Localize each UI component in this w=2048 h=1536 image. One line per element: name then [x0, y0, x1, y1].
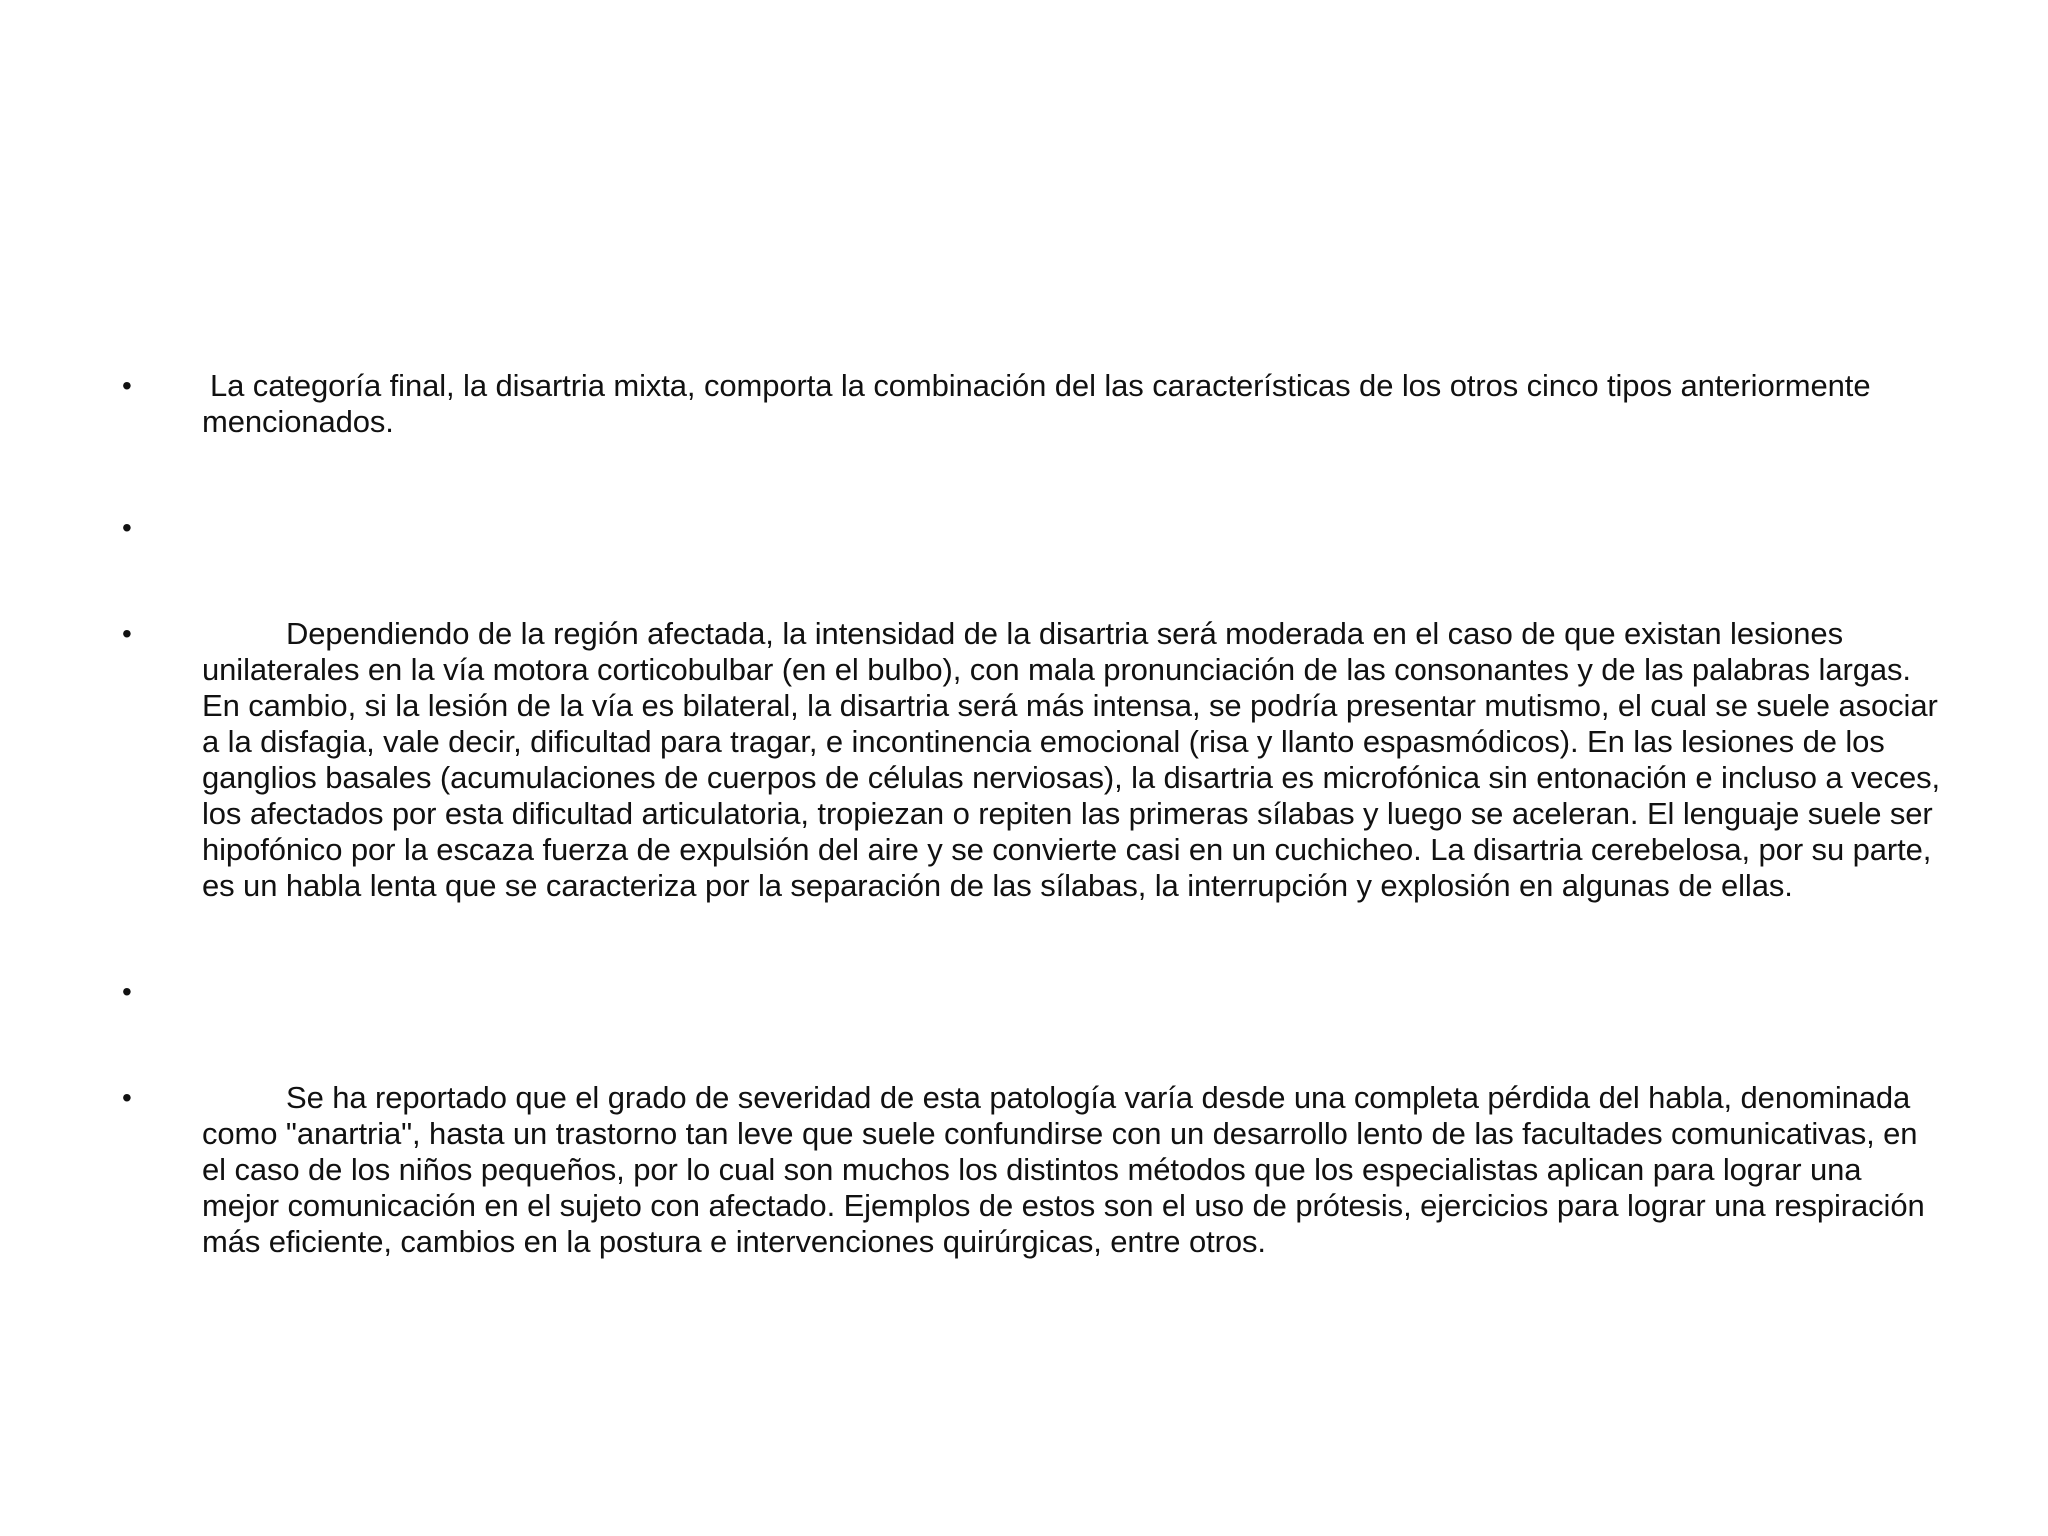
bullet-marker: •	[122, 370, 132, 401]
bullet-list	[122, 368, 1942, 1260]
bullet-marker: •	[122, 512, 132, 543]
bullet-marker: •	[122, 1082, 132, 1113]
bullet-marker: •	[122, 976, 132, 1007]
bullet-marker: •	[122, 618, 132, 649]
bullet-item-5	[122, 1080, 1942, 1260]
bullet-item-2	[122, 510, 1942, 546]
bullet-text: Dependiendo de la región afectada, la intensidad de la disartria será moderada en el caso de que existan lesiones unilaterales en la vía motora corticobulbar (en el bulbo), con mala pronunciación de las consonantes y de las palabras largas. En cambio, si la lesión de la vía es bilateral, la disartria será más intensa, se podría presentar mutismo, el cual se suele asociar a la disfagia, vale decir, dificultad para tragar, e incontinencia emocional (risa y llanto espasmódicos). En las lesiones de los ganglios basales (acumulaciones de cuerpos de células nerviosas), la disartria es microfónica sin entonación e incluso a veces, los afectados por esta dificultad articulatoria, tropiezan o repiten las primeras sílabas y luego se aceleran. El lenguaje suele ser hipofónico por la escaza fuerza de expulsión del aire y se convierte casi en un cuchicheo. La disartria cerebelosa, por su parte, es un habla lenta que se caracteriza por la separación de las sílabas, la interrupción y explosión en algunas de ellas.	[202, 616, 1941, 903]
bullet-item-1	[122, 368, 1942, 440]
bullet-item-4	[122, 974, 1942, 1010]
bullet-text: La categoría final, la disartria mixta, comporta la combinación del las características de los otros cinco tipos anteriormente mencionados.	[202, 368, 1871, 439]
bullet-text: Se ha reportado que el grado de severidad de esta patología varía desde una completa pérdida del habla, denominada como "anartria", hasta un trastorno tan leve que suele confundirse con un desarrollo lento de las facultades comunicativas, en el caso de los niños pequeños, por lo cual son muchos los distintos métodos que los especialistas aplican para lograr una mejor comunicación en el sujeto con afectado. Ejemplos de estos son el uso de prótesis, ejercicios para lograr una respiración más eficiente, cambios en la postura e intervenciones quirúrgicas, entre otros.	[202, 1080, 1925, 1259]
bullet-item-3	[122, 616, 1942, 904]
